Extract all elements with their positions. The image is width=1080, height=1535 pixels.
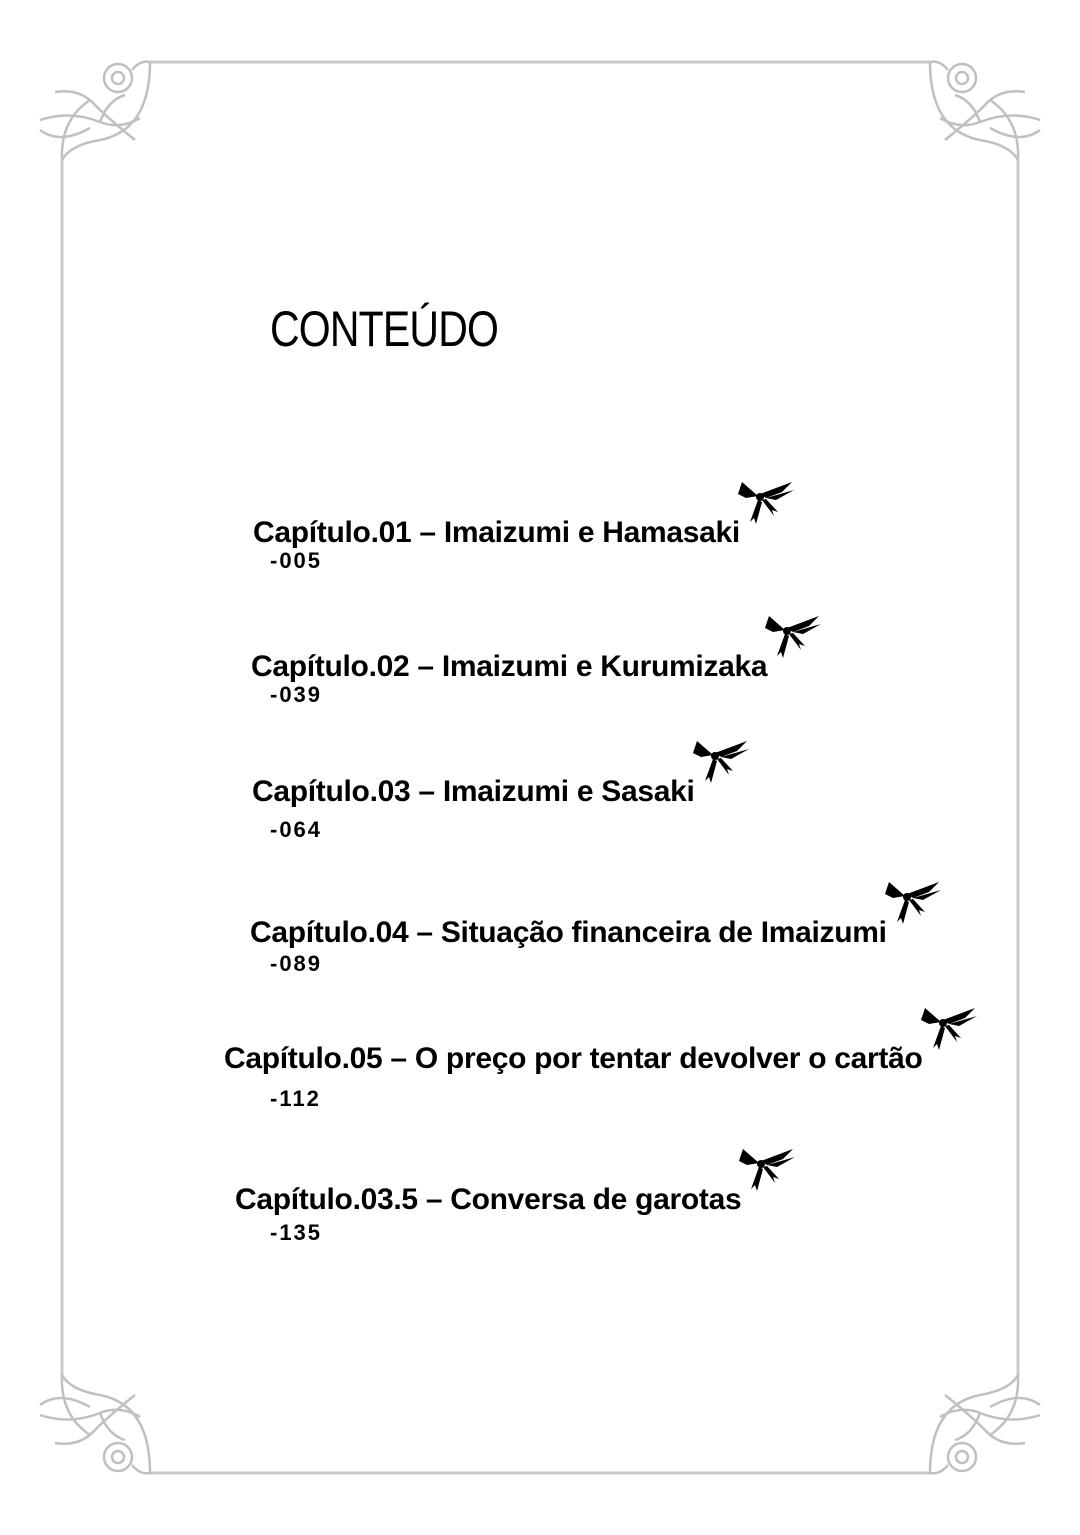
ribbon-bow-icon bbox=[919, 1004, 977, 1052]
chapter-page-number: -112 bbox=[270, 1086, 321, 1111]
chapter-entry bbox=[250, 900, 941, 950]
chapter-entry bbox=[253, 500, 794, 550]
chapter-title: Capítulo.03.5 – Conversa de garotas bbox=[235, 1183, 742, 1216]
chapter-page-number: -005 bbox=[270, 548, 323, 573]
ribbon-bow-icon bbox=[737, 1145, 795, 1193]
chapter-page-number: -064 bbox=[270, 817, 323, 842]
chapter-page-number: -039 bbox=[270, 682, 323, 707]
chapter-entry bbox=[251, 634, 821, 684]
chapter-entry bbox=[252, 759, 749, 809]
chapter-title: Capítulo.05 – O preço por tentar devolver o cartão bbox=[224, 1042, 923, 1075]
chapter-title: Capítulo.02 – Imaizumi e Kurumizaka bbox=[251, 650, 768, 683]
ribbon-bow-icon bbox=[763, 612, 821, 660]
chapter-title: Capítulo.03 – Imaizumi e Sasaki bbox=[252, 775, 695, 808]
chapter-title: Capítulo.04 – Situação financeira de Imaizumi bbox=[250, 916, 887, 949]
ribbon-bow-icon bbox=[736, 478, 794, 526]
chapter-entry bbox=[235, 1167, 795, 1217]
chapter-entry bbox=[224, 1026, 977, 1076]
chapter-title: Capítulo.01 – Imaizumi e Hamasaki bbox=[253, 516, 740, 549]
page-title: CONTEÚDO bbox=[270, 301, 499, 357]
ribbon-bow-icon bbox=[883, 878, 941, 926]
ribbon-bow-icon bbox=[691, 737, 749, 785]
chapter-page-number: -135 bbox=[270, 1220, 323, 1245]
flourish-corner-icon bbox=[40, 62, 150, 160]
chapter-page-number: -089 bbox=[270, 951, 323, 976]
